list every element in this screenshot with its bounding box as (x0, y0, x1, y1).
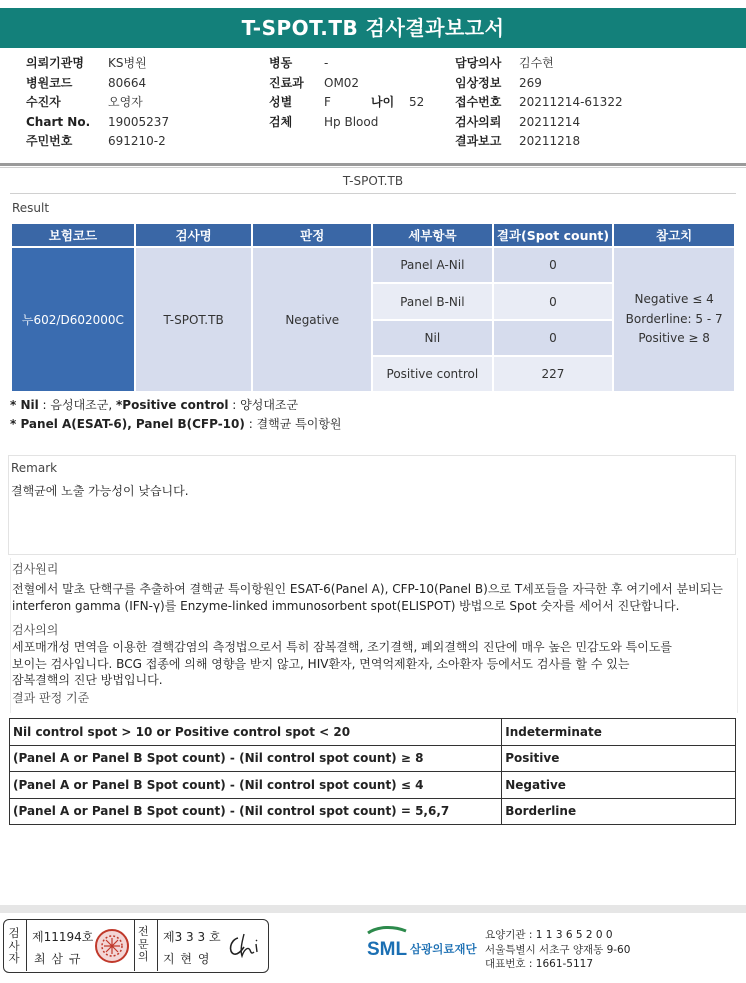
significance-line: 보이는 검사입니다. BCG 접종에 의해 영향을 받지 않고, HIV환자, 면역억제환자, 소아환자 등에서도 검사를 할 수 있는 (12, 656, 630, 671)
examiner-seal (94, 928, 130, 964)
cell-reference (613, 247, 735, 392)
criteria-label: 결과 판정 기준 (12, 691, 90, 705)
sml-logo-icon (366, 925, 408, 963)
reference-positive: Positive ≥ 8 (638, 331, 710, 346)
result-table-header (11, 223, 735, 247)
criteria-result: Positive (502, 745, 736, 772)
value-specimen: Hp Blood (324, 114, 379, 129)
criteria-condition: (Panel A or Panel B Spot count) - (Nil control spot count) ≥ 8 (10, 745, 502, 772)
cell-item-value: 0 (493, 320, 614, 356)
principle-label: 검사원리 (12, 562, 59, 576)
specialist-name: 지 현 영 (163, 952, 211, 966)
header-insurance-code: 보험코드 (11, 223, 135, 247)
specialist-license: 제3 3 3 호 (163, 930, 221, 944)
header-col-2 (269, 54, 424, 132)
cell-item-value: 0 (493, 247, 614, 283)
principle-text (12, 581, 723, 614)
footer-divider (0, 905, 746, 913)
label-sex: 성별 (269, 95, 293, 109)
value-age: 52 (409, 95, 425, 109)
table-row (11, 247, 735, 283)
principle-line: interferon gamma (IFN-γ)를 Enzyme-linked immunosorbent spot(ELISPOT) 방법으로 Spot 숫자를 세어서 진단합니다. (12, 598, 680, 613)
significance-text (12, 639, 672, 689)
note-text: : 양성대조군 (228, 398, 299, 412)
section-subtitle: T-SPOT.TB (342, 174, 404, 188)
value-clinical-info: 269 (519, 75, 542, 90)
label-request-date: 검사의뢰 (455, 114, 502, 129)
org-info-line: 요양기관 : 1 1 3 6 5 2 0 0 (485, 929, 613, 941)
specialist-vertical-label (138, 926, 149, 964)
result-label: Result (12, 201, 50, 215)
divider (157, 920, 158, 971)
value-request-date: 20211214 (519, 114, 581, 129)
section-divider (0, 163, 746, 166)
label-institution: 의뢰기관명 (26, 56, 84, 70)
vertical-char: 자 (8, 951, 20, 965)
significance-line: 잠복결핵의 진단 방법입니다. (12, 673, 163, 687)
label-age: 나이 (371, 95, 395, 109)
label-department: 진료과 (269, 75, 304, 90)
cell-test-name: T-SPOT.TB (135, 247, 253, 392)
header-judgement: 판정 (252, 223, 372, 247)
note-bold: * Nil (10, 398, 39, 412)
note-panel (10, 415, 342, 432)
table-row (10, 745, 736, 772)
signature-box (3, 919, 269, 973)
note-text: : 결핵균 특이항원 (244, 417, 342, 431)
value-sex: F (324, 95, 331, 109)
value-hospital-code: 80664 (108, 75, 147, 90)
note-bold: * Panel A(ESAT-6), Panel B(CFP-10) (10, 417, 245, 431)
value-ward: - (324, 56, 329, 70)
label-resident-no: 주민번호 (26, 134, 73, 148)
label-specimen: 검체 (269, 114, 293, 129)
criteria-result: Borderline (502, 798, 736, 825)
criteria-condition: Nil control spot > 10 or Positive control spot < 20 (10, 719, 502, 746)
org-logo (366, 925, 408, 967)
org-info (485, 928, 630, 972)
examiner-vertical-label (7, 927, 21, 965)
vertical-char: 전 (138, 925, 149, 938)
cell-judgement: Negative (252, 247, 372, 392)
label-doctor: 담당의사 (455, 56, 502, 70)
cell-item-value: 227 (493, 356, 614, 392)
header-detail-item: 세부항목 (372, 223, 493, 247)
reference-borderline: Borderline: 5 - 7 (625, 311, 723, 326)
significance-line: 세포매개성 면역을 이용한 결핵감염의 측정법으로서 특히 잠복결핵, 조기결핵, 폐외결핵의 진단에 매우 높은 민감도와 특이도를 (12, 640, 673, 654)
criteria-result: Indeterminate (502, 719, 736, 746)
cell-insurance-code: 누602/D602000C (11, 247, 135, 392)
table-row (10, 798, 736, 825)
value-report-date: 20211218 (519, 134, 581, 148)
principle-line: 전혈에서 말초 단핵구를 추출하여 결핵균 특이항원인 ESAT-6(Panel A), CFP-10(Panel B)으로 T세포들을 자극한 후 여기에서 분비되는 (12, 582, 723, 596)
label-report-date: 결과보고 (455, 134, 502, 148)
label-patient: 수진자 (26, 95, 61, 109)
cell-item-value: 0 (493, 283, 614, 320)
header-test-name: 검사명 (135, 223, 253, 247)
label-receipt-no: 접수번호 (455, 95, 502, 109)
result-table (10, 222, 736, 393)
examiner-name: 최 삼 규 (34, 952, 82, 966)
value-doctor: 김수현 (519, 56, 554, 70)
note-nil (10, 396, 298, 413)
criteria-condition: (Panel A or Panel B Spot count) - (Nil control spot count) = 5,6,7 (10, 798, 502, 825)
note-bold: *Positive control (116, 398, 229, 412)
remark-text: 결핵균에 노출 가능성이 낮습니다. (11, 484, 189, 498)
table-row (10, 719, 736, 746)
label-ward: 병동 (269, 56, 293, 70)
reference-negative: Negative ≤ 4 (634, 292, 714, 307)
label-chart-no: Chart No. (26, 114, 91, 129)
org-info-line: 대표번호 : 1661-5117 (485, 958, 594, 970)
header-result: 결과(Spot count) (493, 223, 614, 247)
vertical-char: 검 (8, 926, 20, 940)
subtitle-divider (10, 193, 736, 194)
criteria-table (9, 718, 736, 825)
remark-box (8, 455, 736, 555)
vertical-char: 문 (138, 937, 149, 951)
header-col-1 (26, 54, 169, 152)
org-info-line: 서울특별시 서초구 양재동 9-60 (485, 943, 631, 956)
handwritten-signature (224, 930, 264, 962)
cell-item-name: Panel B-Nil (372, 283, 493, 320)
vertical-char: 사 (8, 938, 20, 953)
header-reference: 참고치 (613, 223, 735, 247)
value-patient: 오영자 (108, 95, 143, 109)
section-divider-thin (0, 167, 746, 168)
value-resident-no: 691210-2 (108, 134, 166, 148)
value-department: OM02 (324, 75, 360, 90)
value-chart-no: 19005237 (108, 114, 170, 129)
criteria-result: Negative (502, 772, 736, 799)
cell-item-name: Nil (372, 320, 493, 356)
remark-label: Remark (11, 461, 58, 475)
criteria-condition: (Panel A or Panel B Spot count) - (Nil control spot count) ≤ 4 (10, 772, 502, 799)
logo-text: SML (367, 939, 408, 960)
table-row (10, 772, 736, 799)
cell-item-name: Panel A-Nil (372, 247, 493, 283)
label-clinical-info: 임상정보 (455, 75, 502, 90)
vertical-char: 의 (138, 950, 149, 963)
divider (134, 920, 135, 971)
header-col-3 (455, 54, 623, 152)
label-hospital-code: 병원코드 (26, 75, 73, 90)
value-receipt-no: 20211214-61322 (519, 95, 623, 109)
note-text: : 음성대조군, (38, 398, 116, 412)
org-name: 삼광의료재단 (410, 942, 477, 956)
report-title: T-SPOT.TB 검사결과보고서 (0, 8, 746, 48)
significance-label: 검사의의 (12, 623, 59, 637)
examiner-license: 제11194호 (32, 930, 94, 944)
divider (26, 920, 27, 971)
cell-item-name: Positive control (372, 356, 493, 392)
value-institution: KS병원 (108, 56, 147, 70)
